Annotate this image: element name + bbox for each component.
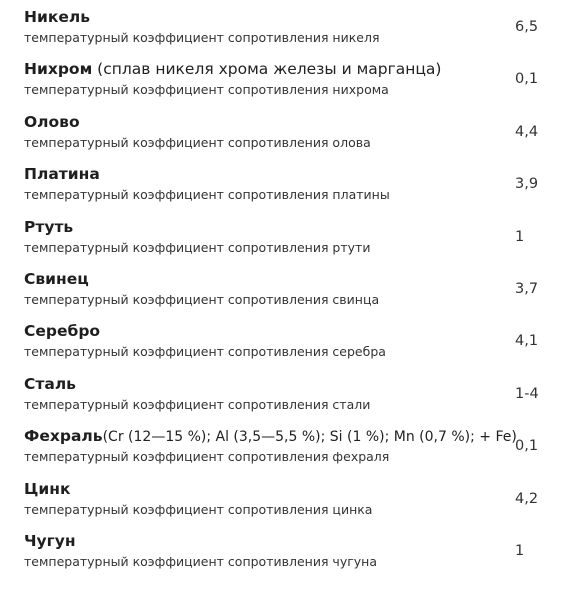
table-row xyxy=(0,215,582,267)
coefficient-value: 3,7 xyxy=(515,280,539,297)
coefficient-value: 3,9 xyxy=(515,176,539,193)
material-name: Олово xyxy=(24,112,80,131)
material-description: температурный коэффициент сопротивления никеля xyxy=(24,30,380,45)
table-row xyxy=(0,57,582,109)
coefficient-value: 0,1 xyxy=(515,71,539,88)
material-name-line xyxy=(24,59,441,79)
material-name: Чугун xyxy=(24,531,76,550)
material-composition: (сплав никеля хрома железы и марганца) xyxy=(92,60,442,79)
material-name: Серебро xyxy=(24,322,101,341)
coefficient-value: 1 xyxy=(515,228,525,245)
material-name: Никель xyxy=(24,8,91,26)
material-name: Ртуть xyxy=(24,217,74,236)
coefficient-value: 1 xyxy=(515,542,525,559)
material-name: Сталь xyxy=(24,374,76,393)
material-name-line xyxy=(24,479,70,499)
material-name-line xyxy=(24,217,73,237)
material-name: Фехраль xyxy=(24,427,103,446)
material-name-line xyxy=(24,426,517,447)
table-row xyxy=(0,110,582,162)
material-name-line xyxy=(24,531,76,551)
coefficient-value: 0,1 xyxy=(515,438,539,455)
table-row xyxy=(0,5,582,57)
material-name-line xyxy=(24,321,100,341)
material-name-line xyxy=(24,374,76,394)
material-description: температурный коэффициент сопротивления нихрома xyxy=(24,82,389,98)
material-name-line xyxy=(24,7,90,27)
coefficient-value: 1-4 xyxy=(515,385,539,402)
material-description: температурный коэффициент сопротивления чугуна xyxy=(24,553,378,569)
coefficient-value: 6,5 xyxy=(515,19,539,35)
coefficient-value: 4,1 xyxy=(515,333,539,350)
table-row xyxy=(0,267,582,319)
table-row xyxy=(0,319,582,371)
material-name-line xyxy=(24,112,80,132)
coefficient-value: 4,4 xyxy=(515,123,539,140)
table-row xyxy=(0,424,582,476)
material-name-line xyxy=(24,164,100,184)
table-row xyxy=(0,529,582,581)
material-name: Нихром xyxy=(24,60,93,79)
material-name: Платина xyxy=(24,165,100,184)
table-row xyxy=(0,372,582,424)
material-composition: (Cr (12—15 %); Al (3,5—5,5 %); Si (1 %); Mn (0,7 %); + Fe) xyxy=(102,429,517,446)
material-description: температурный коэффициент сопротивления платины xyxy=(24,187,390,203)
material-description: температурный коэффициент сопротивления олова xyxy=(24,134,371,150)
table-row xyxy=(0,477,582,529)
material-description: температурный коэффициент сопротивления фехраля xyxy=(24,449,390,465)
material-description: температурный коэффициент сопротивления стали xyxy=(24,396,371,412)
material-description: температурный коэффициент сопротивления цинка xyxy=(24,501,373,517)
table-row xyxy=(0,162,582,214)
coefficient-value: 4,2 xyxy=(515,490,539,507)
material-name-line xyxy=(24,269,89,289)
material-description: температурный коэффициент сопротивления серебра xyxy=(24,344,386,360)
material-description: температурный коэффициент сопротивления ртути xyxy=(24,239,371,255)
material-description: температурный коэффициент сопротивления свинца xyxy=(24,291,380,307)
material-name: Свинец xyxy=(24,269,89,288)
material-name: Цинк xyxy=(24,479,71,498)
